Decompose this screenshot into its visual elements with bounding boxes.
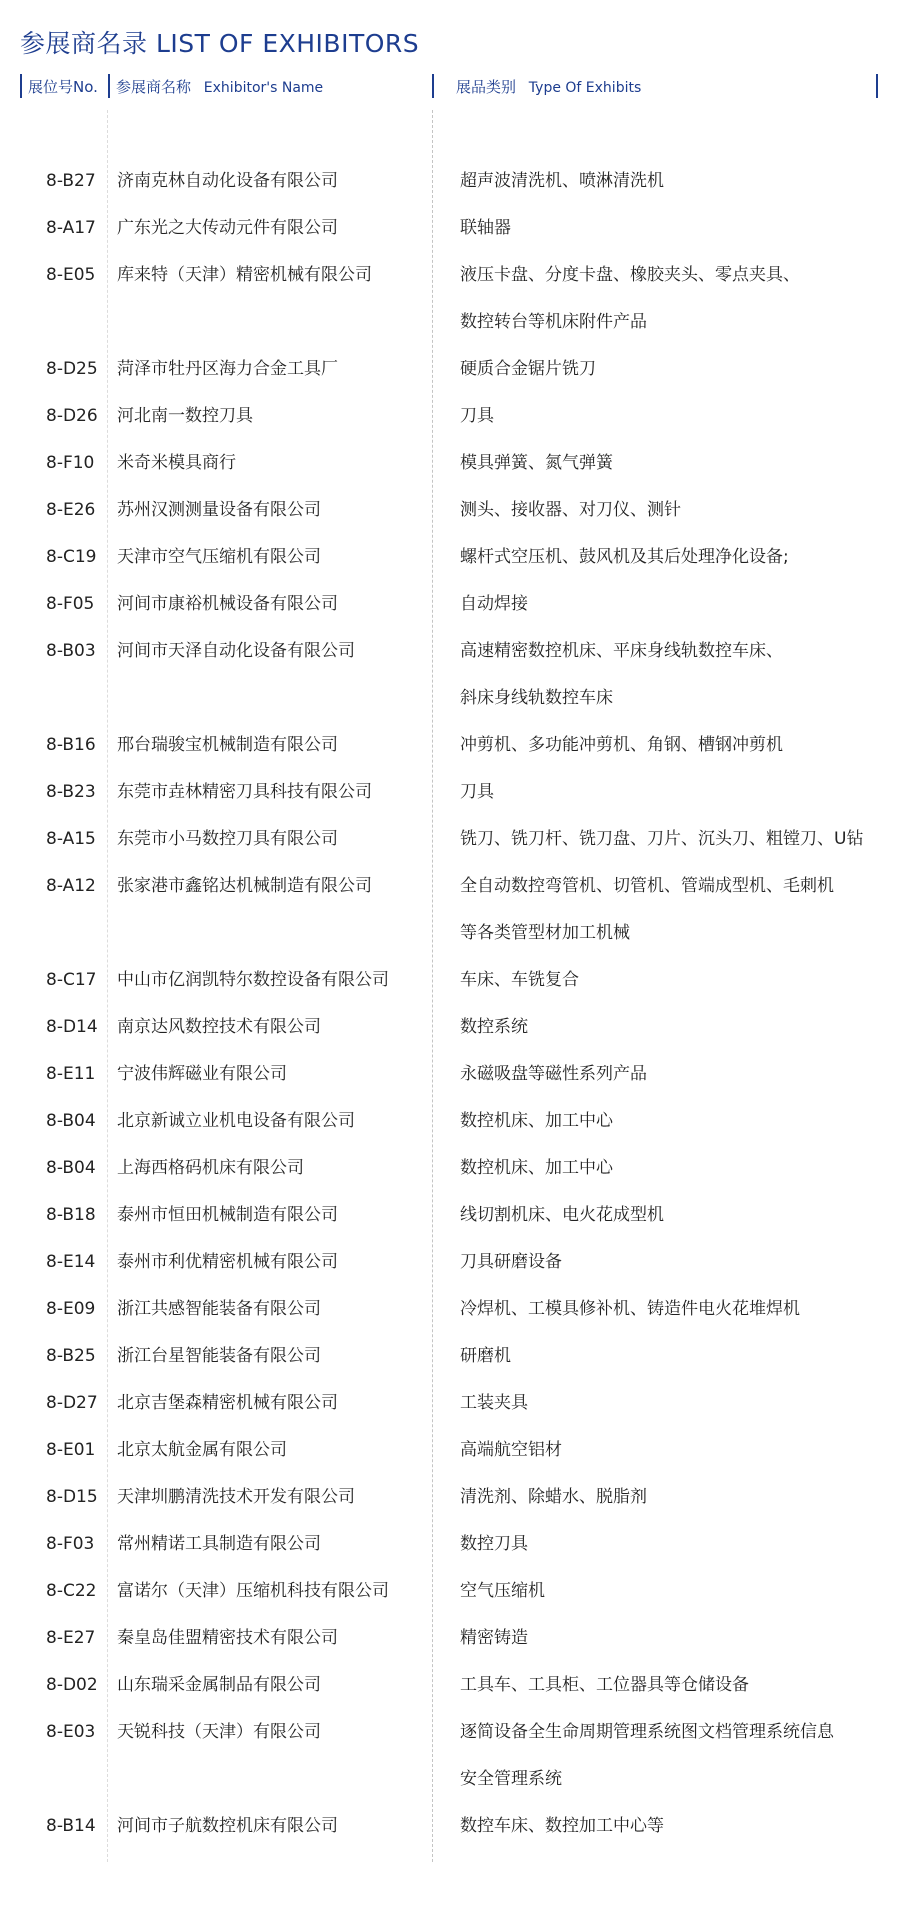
exhibit-type-line: 数控车床、数控加工中心等 [460, 1816, 664, 1836]
table-row [0, 863, 903, 957]
exhibitor-name: 泰州市恒田机械制造有限公司 [117, 1205, 338, 1225]
table-row [0, 1521, 903, 1568]
table-row [0, 628, 903, 722]
exhibitor-name: 济南克林自动化设备有限公司 [117, 171, 338, 191]
table-row [0, 1333, 903, 1380]
table-row [0, 1662, 903, 1709]
exhibitor-name: 北京太航金属有限公司 [117, 1440, 287, 1460]
booth-number: 8-C22 [46, 1581, 97, 1601]
booth-number: 8-D25 [46, 359, 98, 379]
exhibit-type [460, 252, 890, 346]
exhibit-type-line: 车床、车铣复合 [460, 970, 579, 990]
exhibit-type-line: 精密铸造 [460, 1628, 528, 1648]
booth-number: 8-F05 [46, 594, 95, 614]
exhibitor-name: 东莞市垚林精密刀具科技有限公司 [117, 782, 372, 802]
exhibit-type [460, 440, 890, 487]
exhibitor-name: 宁波伟辉磁业有限公司 [117, 1064, 287, 1084]
table-row [0, 957, 903, 1004]
exhibit-type-line: 冷焊机、工模具修补机、铸造件电火花堆焊机 [460, 1299, 800, 1319]
exhibit-type [460, 393, 890, 440]
exhibit-type-line: 刀具研磨设备 [460, 1252, 562, 1272]
exhibit-type [460, 1427, 890, 1474]
exhibit-type-line: 空气压缩机 [460, 1581, 545, 1601]
exhibitor-name: 浙江台星智能装备有限公司 [117, 1346, 321, 1366]
exhibit-type [460, 1004, 890, 1051]
table-row [0, 1286, 903, 1333]
exhibitor-name: 北京新诚立业机电设备有限公司 [117, 1111, 355, 1131]
booth-number: 8-D26 [46, 406, 98, 426]
booth-number: 8-E27 [46, 1628, 96, 1648]
exhibitor-name: 河间市康裕机械设备有限公司 [117, 594, 338, 614]
exhibit-type-line: 铣刀、铣刀杆、铣刀盘、刀片、沉头刀、粗镗刀、U钻 [460, 829, 864, 849]
table-row [0, 534, 903, 581]
table-row [0, 205, 903, 252]
booth-number: 8-A15 [46, 829, 96, 849]
table-row [0, 722, 903, 769]
exhibit-type [460, 1192, 890, 1239]
booth-number: 8-D15 [46, 1487, 98, 1507]
exhibitor-name: 天锐科技（天津）有限公司 [117, 1722, 321, 1742]
header-exhibit-type-cn: 展品类别 [456, 78, 517, 96]
exhibit-type [460, 1333, 890, 1380]
table-row [0, 1380, 903, 1427]
exhibit-type-line: 等各类管型材加工机械 [460, 923, 630, 943]
table-row [0, 581, 903, 628]
booth-number: 8-B23 [46, 782, 96, 802]
header-bar-left [20, 74, 22, 98]
table-row [0, 1568, 903, 1615]
exhibitor-name: 北京吉堡森精密机械有限公司 [117, 1393, 338, 1413]
exhibit-type-line: 高端航空铝材 [460, 1440, 562, 1460]
exhibit-type [460, 769, 890, 816]
booth-number: 8-A12 [46, 876, 96, 896]
exhibit-type-line: 超声波清洗机、喷淋清洗机 [460, 171, 664, 191]
exhibit-type-line: 液压卡盘、分度卡盘、橡胶夹头、零点夹具、 [460, 265, 800, 285]
booth-number: 8-E26 [46, 500, 96, 520]
exhibitor-name: 张家港市鑫铭达机械制造有限公司 [117, 876, 372, 896]
table-row [0, 1145, 903, 1192]
exhibit-type-line: 模具弹簧、氮气弹簧 [460, 453, 613, 473]
booth-number: 8-C17 [46, 970, 97, 990]
exhibit-type [460, 205, 890, 252]
exhibit-type-line: 联轴器 [460, 218, 511, 238]
exhibit-type [460, 487, 890, 534]
table-row [0, 1474, 903, 1521]
exhibit-type-line: 全自动数控弯管机、切管机、管端成型机、毛刺机 [460, 876, 834, 896]
exhibit-type-line: 自动焊接 [460, 594, 528, 614]
exhibit-type [460, 1051, 890, 1098]
booth-number: 8-B27 [46, 171, 96, 191]
exhibitor-name: 广东光之大传动元件有限公司 [117, 218, 338, 238]
exhibit-type-line: 永磁吸盘等磁性系列产品 [460, 1064, 647, 1084]
table-row [0, 1427, 903, 1474]
exhibit-type [460, 1662, 890, 1709]
table-header [0, 74, 903, 98]
booth-number: 8-B25 [46, 1346, 96, 1366]
header-exhibitor-name [116, 76, 323, 97]
exhibit-type-line: 线切割机床、电火花成型机 [460, 1205, 664, 1225]
exhibit-type [460, 816, 890, 863]
exhibit-type-line: 工装夹具 [460, 1393, 528, 1413]
table-row [0, 1239, 903, 1286]
booth-number: 8-B14 [46, 1816, 96, 1836]
exhibit-type [460, 346, 890, 393]
booth-number: 8-D27 [46, 1393, 98, 1413]
exhibitor-name: 菏泽市牡丹区海力合金工具厂 [117, 359, 338, 379]
exhibit-type [460, 863, 890, 957]
header-exhibit-type [456, 76, 641, 97]
exhibit-type [460, 1709, 890, 1803]
exhibit-type-line: 安全管理系统 [460, 1769, 562, 1789]
exhibit-type [460, 1615, 890, 1662]
table-row [0, 1192, 903, 1239]
booth-number: 8-E03 [46, 1722, 96, 1742]
exhibit-type-line: 数控机床、加工中心 [460, 1158, 613, 1178]
exhibitor-name: 泰州市利优精密机械有限公司 [117, 1252, 338, 1272]
exhibit-type [460, 581, 890, 628]
exhibit-type-line: 斜床身线轨数控车床 [460, 688, 613, 708]
booth-number: 8-B04 [46, 1158, 96, 1178]
exhibit-type-line: 高速精密数控机床、平床身线轨数控车床、 [460, 641, 783, 661]
exhibit-type [460, 1803, 890, 1850]
header-exhibitor-name-cn: 参展商名称 [116, 78, 192, 96]
exhibit-type [460, 1380, 890, 1427]
exhibit-type [460, 1286, 890, 1333]
page-title: 参展商名录 LIST OF EXHIBITORS [20, 29, 420, 58]
booth-number: 8-B18 [46, 1205, 96, 1225]
exhibit-type [460, 1098, 890, 1145]
exhibit-type [460, 1521, 890, 1568]
header-exhibit-type-en: Type Of Exhibits [528, 80, 642, 96]
exhibitor-name: 河间市子航数控机床有限公司 [117, 1816, 338, 1836]
exhibitor-name: 山东瑞采金属制品有限公司 [117, 1675, 321, 1695]
exhibit-type [460, 1145, 890, 1192]
exhibit-type-line: 研磨机 [460, 1346, 511, 1366]
table-row [0, 816, 903, 863]
exhibitor-name: 常州精诺工具制造有限公司 [117, 1534, 321, 1554]
table-row [0, 1098, 903, 1145]
exhibitor-name: 河北南一数控刀具 [117, 406, 253, 426]
table-row [0, 487, 903, 534]
exhibitor-name: 天津市空气压缩机有限公司 [117, 547, 321, 567]
exhibitor-name: 富诺尔（天津）压缩机科技有限公司 [117, 1581, 389, 1601]
booth-number: 8-E14 [46, 1252, 96, 1272]
table-row [0, 1803, 903, 1850]
exhibit-type-line: 螺杆式空压机、鼓风机及其后处理净化设备; [460, 547, 789, 567]
booth-number: 8-D14 [46, 1017, 98, 1037]
exhibit-type-line: 数控刀具 [460, 1534, 528, 1554]
table-row [0, 769, 903, 816]
exhibit-type [460, 1239, 890, 1286]
exhibit-type [460, 957, 890, 1004]
booth-number: 8-B03 [46, 641, 96, 661]
table-row [0, 393, 903, 440]
table-row [0, 346, 903, 393]
header-exhibitor-name-en: Exhibitor's Name [203, 80, 324, 96]
exhibitor-name: 上海西格码机床有限公司 [117, 1158, 304, 1178]
booth-number: 8-B04 [46, 1111, 96, 1131]
exhibit-type-line: 测头、接收器、对刀仪、测针 [460, 500, 681, 520]
table-row [0, 1615, 903, 1662]
header-bar-name [108, 74, 110, 98]
exhibit-type [460, 1568, 890, 1615]
booth-number: 8-C19 [46, 547, 97, 567]
booth-number: 8-F10 [46, 453, 95, 473]
table-row [0, 1709, 903, 1803]
booth-number: 8-F03 [46, 1534, 95, 1554]
exhibit-type-line: 冲剪机、多功能冲剪机、角钢、槽钢冲剪机 [460, 735, 783, 755]
header-bar-type [432, 74, 434, 98]
exhibitor-name: 中山市亿润凯特尔数控设备有限公司 [117, 970, 389, 990]
exhibit-type-line: 数控系统 [460, 1017, 528, 1037]
exhibitor-name: 邢台瑞骏宝机械制造有限公司 [117, 735, 338, 755]
exhibitor-name: 秦皇岛佳盟精密技术有限公司 [117, 1628, 338, 1648]
exhibit-type [460, 1474, 890, 1521]
exhibit-type [460, 628, 890, 722]
booth-number: 8-E05 [46, 265, 96, 285]
exhibit-type-line: 逐简设备全生命周期管理系统图文档管理系统信息 [460, 1722, 834, 1742]
exhibitor-name: 浙江共感智能装备有限公司 [117, 1299, 321, 1319]
exhibit-type-line: 数控转台等机床附件产品 [460, 312, 647, 332]
booth-number: 8-B16 [46, 735, 96, 755]
exhibitor-name: 苏州汉测测量设备有限公司 [117, 500, 321, 520]
booth-number: 8-E09 [46, 1299, 96, 1319]
exhibitor-name: 河间市天泽自动化设备有限公司 [117, 641, 355, 661]
booth-number: 8-E11 [46, 1064, 96, 1084]
exhibit-type-line: 清洗剂、除蜡水、脱脂剂 [460, 1487, 647, 1507]
table-row [0, 440, 903, 487]
exhibitor-name: 米奇米模具商行 [117, 453, 236, 473]
table-row [0, 252, 903, 346]
exhibit-type-line: 刀具 [460, 406, 494, 426]
exhibit-type-line: 数控机床、加工中心 [460, 1111, 613, 1131]
exhibitor-name: 东莞市小马数控刀具有限公司 [117, 829, 338, 849]
table-row [0, 1051, 903, 1098]
exhibitor-list [0, 158, 903, 1850]
exhibit-type-line: 刀具 [460, 782, 494, 802]
booth-number: 8-E01 [46, 1440, 96, 1460]
exhibit-type [460, 158, 890, 205]
header-booth-number: 展位号No. [28, 78, 98, 96]
exhibitor-name: 南京达风数控技术有限公司 [117, 1017, 321, 1037]
exhibit-type [460, 534, 890, 581]
exhibit-type-line: 硬质合金锯片铣刀 [460, 359, 596, 379]
exhibit-type-line: 工具车、工具柜、工位器具等仓储设备 [460, 1675, 749, 1695]
exhibitor-name: 天津圳鹏清洗技术开发有限公司 [117, 1487, 355, 1507]
booth-number: 8-D02 [46, 1675, 98, 1695]
table-row [0, 158, 903, 205]
booth-number: 8-A17 [46, 218, 96, 238]
header-bar-right [876, 74, 878, 98]
exhibitor-name: 库来特（天津）精密机械有限公司 [117, 265, 372, 285]
table-row [0, 1004, 903, 1051]
exhibit-type [460, 722, 890, 769]
